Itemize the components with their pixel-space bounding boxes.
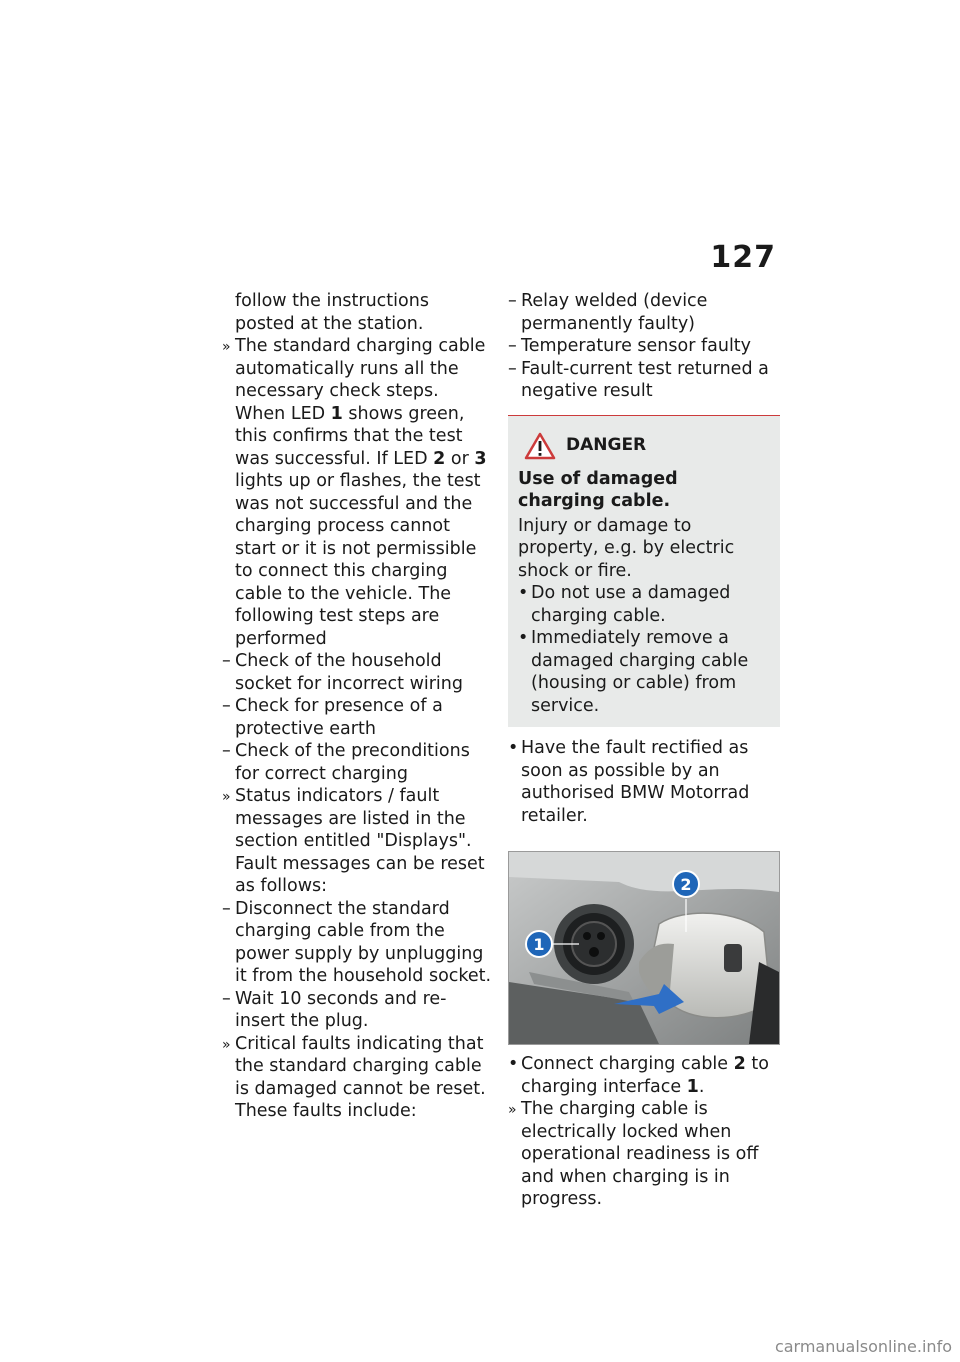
instruction-rectify: • Have the fault rectified as soon as possible by an authorised BMW Motorrad retailer.: [508, 737, 780, 827]
bullet-icon: [508, 1053, 521, 1076]
watermark-footer: carmanualsonline.info: [774, 1337, 952, 1356]
callout-2-label: 2: [680, 875, 692, 894]
list-item: – Disconnect the standard charging cable from the power supply by unplugging it from the household socket.: [222, 898, 492, 988]
result-status-indicators: » Status indicators / fault messages are listed in the section entitled "Displays". Fault messages can be reset as follows:: [222, 785, 492, 898]
danger-title: DANGER: [566, 435, 647, 456]
danger-consequence: Injury or damage to property, e.g. by electric shock or fire.: [518, 515, 735, 581]
dash-icon: [222, 650, 235, 673]
dash-icon: [222, 898, 235, 921]
list-item: – Wait 10 seconds and re-insert the plug.: [222, 988, 492, 1033]
list-item: – Check of the preconditions for correct charging: [222, 740, 492, 785]
continued-paragraph: follow the instructions posted at the station.: [235, 291, 429, 334]
list-item: – Temperature sensor faulty: [508, 335, 780, 358]
result-arrow-icon: [222, 1033, 235, 1057]
list-item: – Fault-current test returned a negative result: [508, 358, 780, 403]
list-item: – Relay welded (device permanently faulty): [508, 290, 780, 335]
list-item: – Check for presence of a protective earth: [222, 695, 492, 740]
charging-photo-image: [509, 852, 779, 1044]
dash-icon: [222, 740, 235, 763]
result-check-steps: » The standard charging cable automatically runs all the necessary check steps. When LED 1 shows green, this confirms that the test was successful. If LED 2 or 3 lights up or flashes, the test was not successful and the charging process cannot start or it is not permissible to connect this charging cable to the vehicle. The following test steps are performed: [222, 335, 492, 650]
list-item: – Check of the household socket for incorrect wiring: [222, 650, 492, 695]
danger-action: • Do not use a damaged charging cable.: [518, 582, 770, 627]
dash-icon: [508, 290, 521, 313]
danger-action: • Immediately remove a damaged charging cable (housing or cable) from service.: [518, 627, 770, 717]
result-critical-faults: » Critical faults indicating that the standard charging cable is damaged cannot be reset. These faults include:: [222, 1033, 492, 1123]
page-number: 127: [710, 240, 776, 275]
dash-icon: [508, 358, 521, 381]
callout-1-label: 1: [533, 935, 545, 954]
result-arrow-icon: [222, 785, 235, 809]
result-arrow-icon: [222, 335, 235, 359]
danger-subject: Use of damaged charging cable.: [518, 468, 678, 511]
warning-triangle-icon: [524, 432, 556, 460]
result-cable-locked: » The charging cable is electrically locked when operational readiness is off and when charging is in progress.: [508, 1098, 780, 1211]
left-column: [222, 290, 492, 1123]
bullet-icon: [508, 737, 521, 760]
dash-icon: [222, 695, 235, 718]
right-column: [508, 290, 780, 1211]
dash-icon: [508, 335, 521, 358]
danger-box: [508, 415, 780, 728]
bullet-icon: [518, 582, 531, 605]
danger-header: [518, 432, 770, 460]
bullet-icon: [518, 627, 531, 650]
dash-icon: [222, 988, 235, 1011]
charging-interface-figure: [508, 851, 780, 1045]
instruction-connect: • Connect charging cable 2 to charging interface 1.: [508, 1053, 780, 1098]
result-arrow-icon: [508, 1098, 521, 1122]
